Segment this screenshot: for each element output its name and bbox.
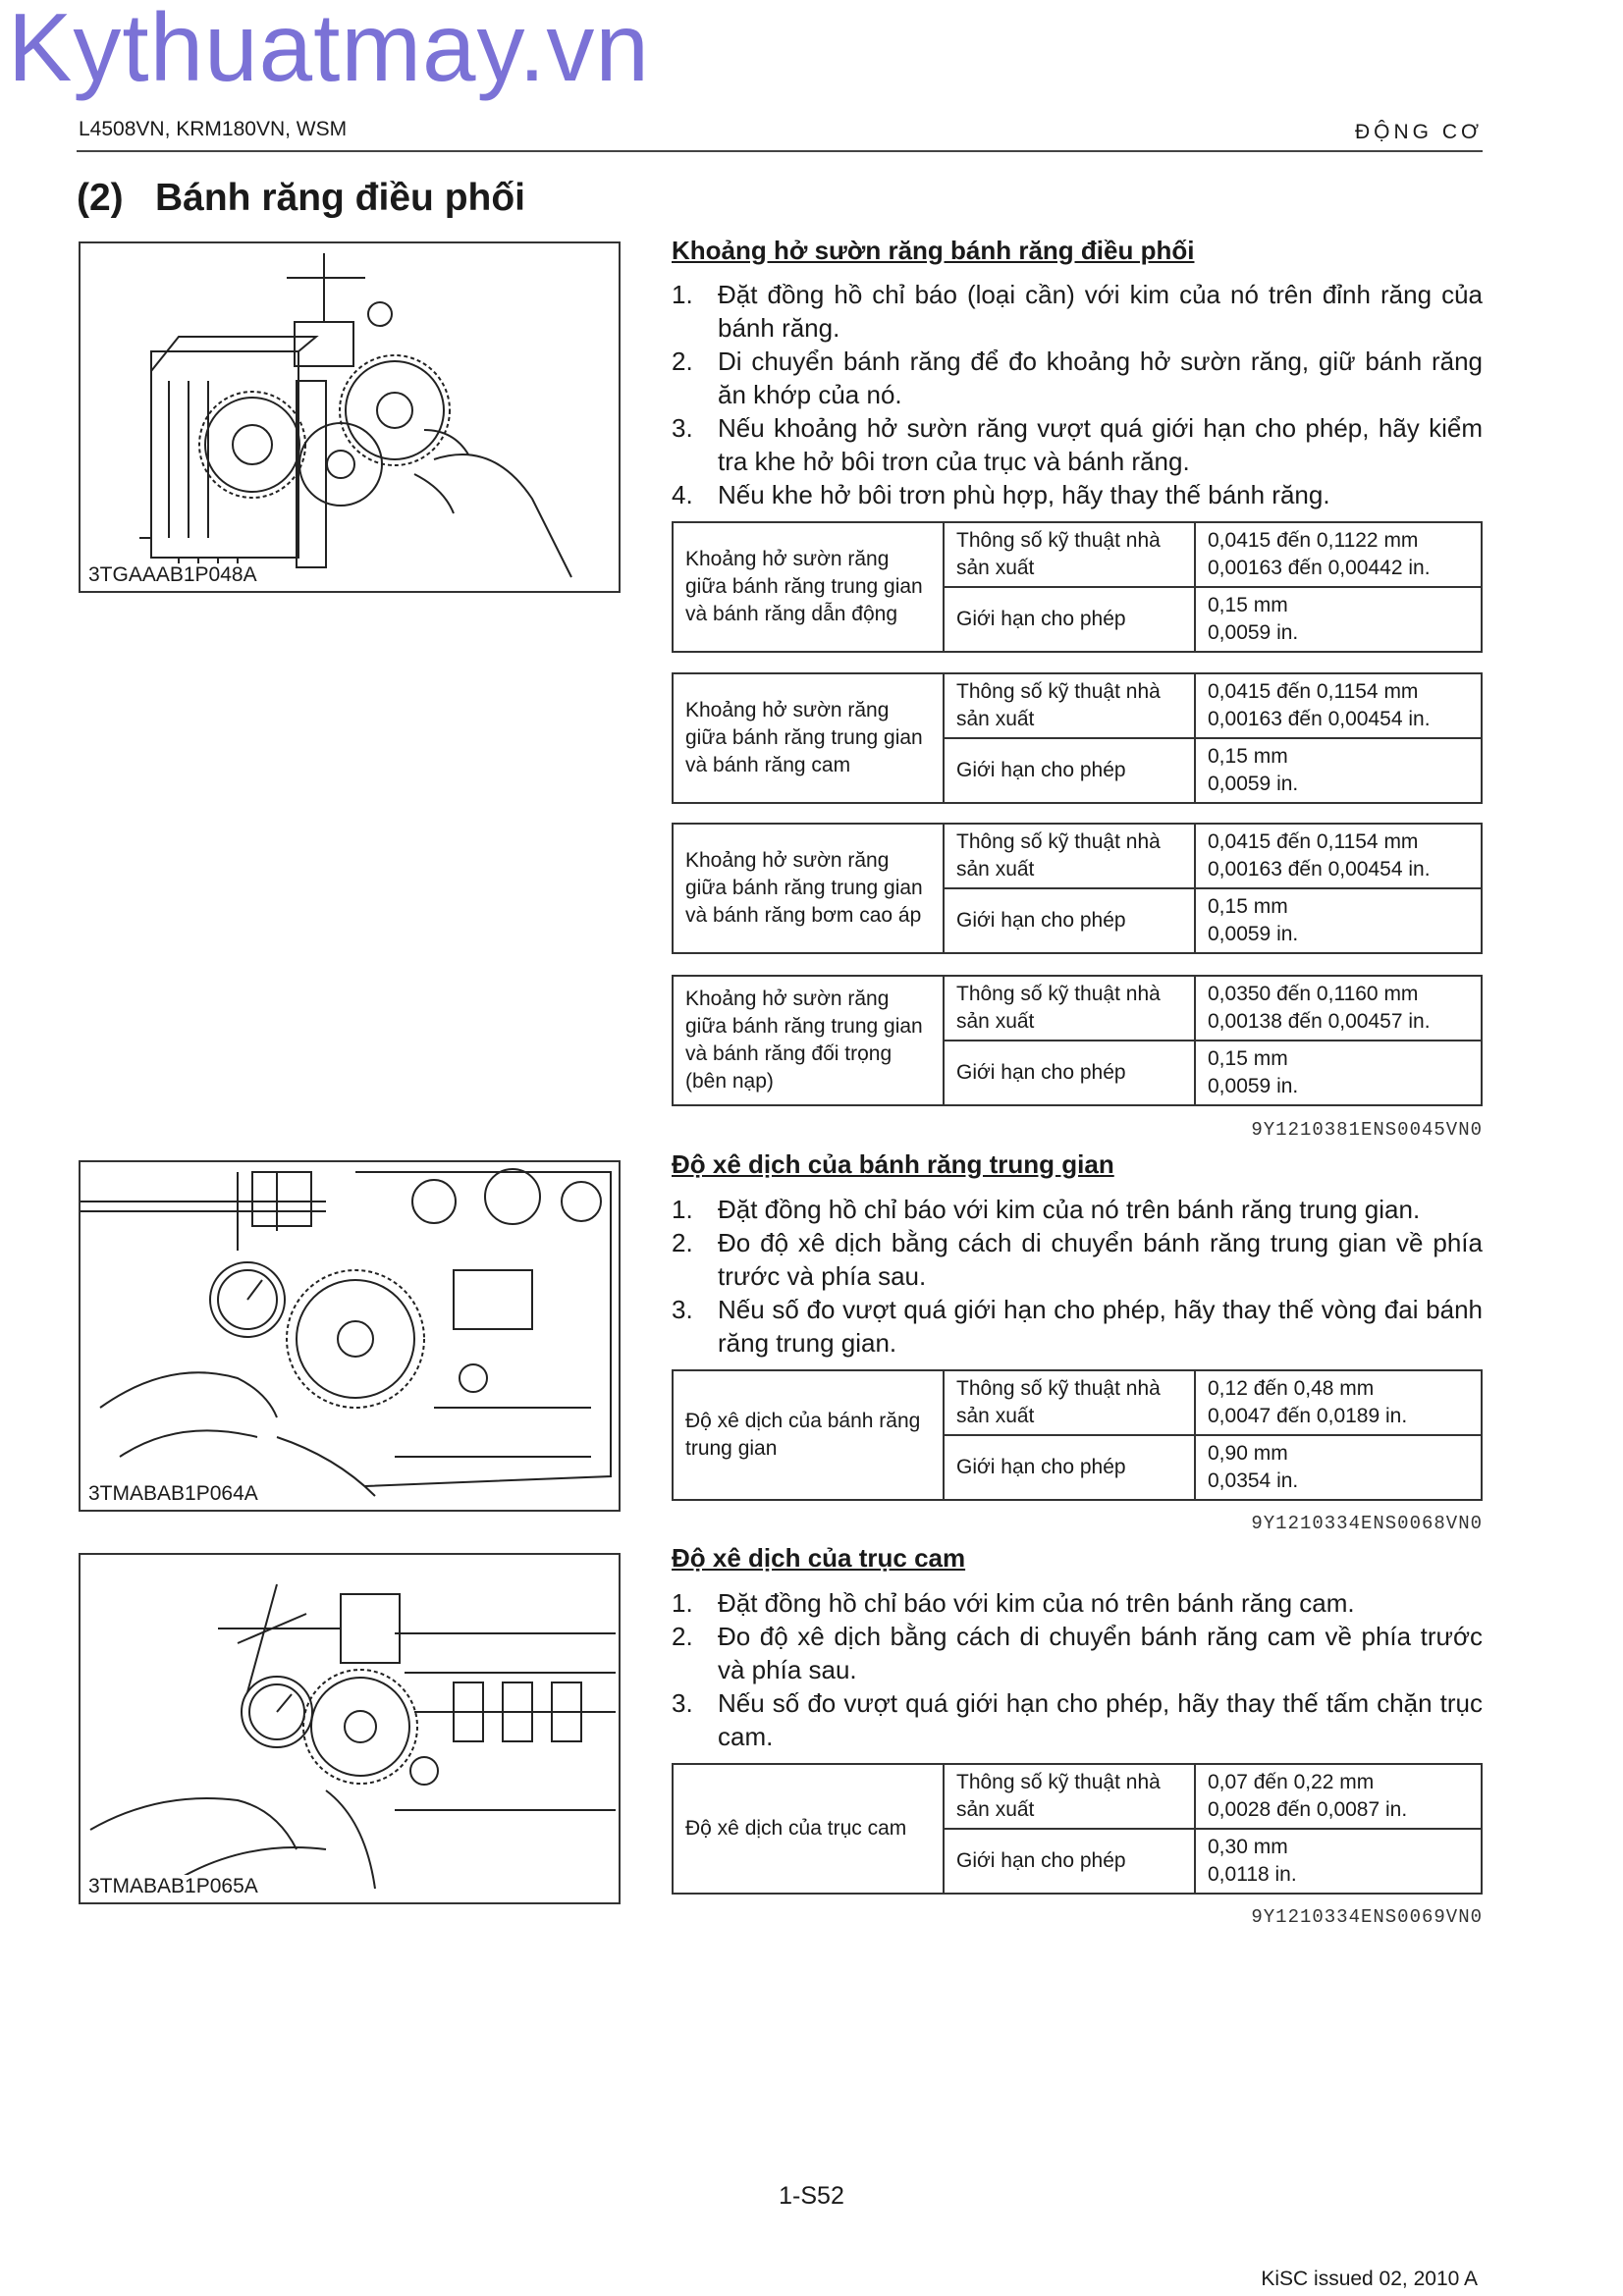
limit-value-inch: 0,0118 in. <box>1208 1863 1297 1886</box>
spec-value-cell <box>1195 1370 1482 1435</box>
step-item <box>672 478 1483 511</box>
spec-condition: Thông số kỹ thuật nhà sản xuất <box>944 673 1195 738</box>
camshaft-side-clearance-illustration-icon <box>81 1555 619 1902</box>
step-text: Đo độ xê dịch bằng cách di chuyển bánh răng cam về phía trước và phía sau. <box>718 1622 1483 1684</box>
limit-value-cell <box>1195 1041 1482 1105</box>
spec-table-backlash-balancer <box>672 975 1483 1106</box>
spec-label: Khoảng hở sườn răng giữa bánh răng trung gian và bánh răng dẫn động <box>673 522 944 652</box>
figure-idle-gear-side-clearance <box>79 1160 621 1512</box>
limit-value-cell <box>1195 738 1482 803</box>
spec-value-cell <box>1195 522 1482 587</box>
spec-value: 0,0415 đến 0,1154 mm <box>1208 830 1419 853</box>
step-number: 3. <box>672 1295 693 1324</box>
spec-value-cell <box>1195 673 1482 738</box>
step-number: 2. <box>672 1622 693 1651</box>
spec-label: Độ xê dịch của bánh răng trung gian <box>673 1370 944 1500</box>
spec-value-inch: 0,0028 đến 0,0087 in. <box>1208 1798 1408 1821</box>
document-code: 9Y1210381ENS0045VN0 <box>1251 1119 1483 1141</box>
limit-condition: Giới hạn cho phép <box>944 1041 1195 1105</box>
spec-value-inch: 0,00163 đến 0,00442 in. <box>1208 557 1431 579</box>
camshaft-heading: Độ xê dịch của trục cam <box>672 1543 966 1573</box>
backlash-steps <box>672 278 1483 511</box>
limit-value-inch: 0,0354 in. <box>1208 1469 1299 1492</box>
section-number: (2) <box>77 177 124 219</box>
spec-label: Khoảng hở sườn răng giữa bánh răng trung gian và bánh răng đối trọng (bên nạp) <box>673 976 944 1105</box>
spec-table-backlash-drive <box>672 521 1483 653</box>
spec-value: 0,0350 đến 0,1160 mm <box>1208 983 1419 1005</box>
spec-value-inch: 0,0047 đến 0,0189 in. <box>1208 1405 1408 1427</box>
spec-condition: Thông số kỹ thuật nhà sản xuất <box>944 976 1195 1041</box>
step-item <box>672 1620 1483 1686</box>
issue-info: KiSC issued 02, 2010 A <box>1261 2268 1478 2290</box>
spec-table-idle-gear <box>672 1369 1483 1501</box>
step-item <box>672 411 1483 478</box>
document-code: 9Y1210334ENS0069VN0 <box>1251 1906 1483 1928</box>
header-chapter: ĐỘNG CƠ <box>1354 121 1483 143</box>
watermark: Kythuatmay.vn <box>8 0 650 101</box>
limit-condition: Giới hạn cho phép <box>944 738 1195 803</box>
idle-gear-heading: Độ xê dịch của bánh răng trung gian <box>672 1149 1114 1179</box>
spec-label: Khoảng hở sườn răng giữa bánh răng trung gian và bánh răng cam <box>673 673 944 803</box>
idle-gear-side-clearance-illustration-icon <box>81 1162 619 1510</box>
section-title <box>77 177 525 220</box>
step-item <box>672 1193 1483 1226</box>
limit-condition: Giới hạn cho phép <box>944 1435 1195 1500</box>
step-number: 3. <box>672 413 693 443</box>
limit-value-cell <box>1195 888 1482 953</box>
step-item <box>672 345 1483 411</box>
spec-condition: Thông số kỹ thuật nhà sản xuất <box>944 824 1195 888</box>
limit-value: 0,15 mm <box>1208 1047 1288 1070</box>
spec-value-cell <box>1195 976 1482 1041</box>
figure-camshaft-side-clearance <box>79 1553 621 1904</box>
limit-condition: Giới hạn cho phép <box>944 1829 1195 1894</box>
figure-caption: 3TMABAB1P064A <box>88 1482 258 1505</box>
spec-value-inch: 0,00163 đến 0,00454 in. <box>1208 708 1431 730</box>
limit-value-inch: 0,0059 in. <box>1208 773 1299 795</box>
camshaft-steps <box>672 1586 1483 1753</box>
header-divider <box>77 150 1483 152</box>
limit-value-inch: 0,0059 in. <box>1208 1075 1299 1097</box>
document-code: 9Y1210334ENS0068VN0 <box>1251 1513 1483 1534</box>
spec-table-camshaft <box>672 1763 1483 1895</box>
limit-value: 0,90 mm <box>1208 1442 1288 1465</box>
step-number: 1. <box>672 1195 693 1224</box>
step-item <box>672 278 1483 345</box>
header-model-list: L4508VN, KRM180VN, WSM <box>79 118 348 140</box>
limit-value-inch: 0,0059 in. <box>1208 621 1299 644</box>
step-number: 3. <box>672 1688 693 1718</box>
limit-value: 0,30 mm <box>1208 1836 1288 1858</box>
limit-value: 0,15 mm <box>1208 895 1288 918</box>
backlash-heading: Khoảng hở sườn răng bánh răng điều phối <box>672 236 1195 265</box>
step-number: 4. <box>672 480 693 509</box>
step-text: Di chuyển bánh răng để đo khoảng hở sườn răng, giữ bánh răng ăn khớp của nó. <box>718 347 1483 409</box>
section-title-text: Bánh răng điều phối <box>155 177 525 219</box>
limit-condition: Giới hạn cho phép <box>944 587 1195 652</box>
spec-value: 0,07 đến 0,22 mm <box>1208 1771 1375 1793</box>
spec-label: Khoảng hở sườn răng giữa bánh răng trung gian và bánh răng bơm cao áp <box>673 824 944 953</box>
spec-value: 0,12 đến 0,48 mm <box>1208 1377 1375 1400</box>
spec-table-backlash-cam <box>672 672 1483 804</box>
step-text: Nếu số đo vượt quá giới hạn cho phép, hãy thay thế vòng đai bánh răng trung gian. <box>718 1295 1483 1358</box>
step-text: Nếu khe hở bôi trơn phù hợp, hãy thay thế bánh răng. <box>718 480 1330 509</box>
step-text: Đo độ xê dịch bằng cách di chuyển bánh răng trung gian về phía trước và phía sau. <box>718 1228 1483 1291</box>
spec-condition: Thông số kỹ thuật nhà sản xuất <box>944 1764 1195 1829</box>
idle-gear-steps <box>672 1193 1483 1360</box>
spec-value-cell <box>1195 1764 1482 1829</box>
spec-condition: Thông số kỹ thuật nhà sản xuất <box>944 522 1195 587</box>
spec-condition: Thông số kỹ thuật nhà sản xuất <box>944 1370 1195 1435</box>
step-number: 1. <box>672 1588 693 1618</box>
step-item <box>672 1226 1483 1293</box>
step-item <box>672 1686 1483 1753</box>
spec-table-backlash-injection-pump <box>672 823 1483 954</box>
gear-backlash-illustration-icon <box>81 243 619 591</box>
step-number: 2. <box>672 347 693 376</box>
limit-value-cell <box>1195 1435 1482 1500</box>
spec-value: 0,0415 đến 0,1154 mm <box>1208 680 1419 703</box>
step-text: Đặt đồng hồ chỉ báo với kim của nó trên bánh răng cam. <box>718 1588 1355 1618</box>
step-number: 2. <box>672 1228 693 1257</box>
step-number: 1. <box>672 280 693 309</box>
step-text: Đặt đồng hồ chỉ báo với kim của nó trên bánh răng trung gian. <box>718 1195 1421 1224</box>
step-item <box>672 1586 1483 1620</box>
limit-value: 0,15 mm <box>1208 745 1288 768</box>
page-number: 1-S52 <box>779 2182 844 2210</box>
spec-value-cell <box>1195 824 1482 888</box>
limit-value: 0,15 mm <box>1208 594 1288 616</box>
spec-label: Độ xê dịch của trục cam <box>673 1764 944 1894</box>
spec-value: 0,0415 đến 0,1122 mm <box>1208 529 1419 552</box>
figure-caption: 3TGAAAB1P048A <box>88 563 257 586</box>
step-text: Đặt đồng hồ chỉ báo (loại cần) với kim của nó trên đỉnh răng của bánh răng. <box>718 280 1483 343</box>
step-text: Nếu số đo vượt quá giới hạn cho phép, hãy thay thế tấm chặn trục cam. <box>718 1688 1483 1751</box>
limit-value-cell <box>1195 587 1482 652</box>
spec-value-inch: 0,00138 đến 0,00457 in. <box>1208 1010 1431 1033</box>
limit-value-inch: 0,0059 in. <box>1208 923 1299 945</box>
limit-condition: Giới hạn cho phép <box>944 888 1195 953</box>
step-text: Nếu khoảng hở sườn răng vượt quá giới hạn cho phép, hãy kiểm tra khe hở bôi trơn của trục và bánh răng. <box>718 413 1483 476</box>
limit-value-cell <box>1195 1829 1482 1894</box>
figure-caption: 3TMABAB1P065A <box>88 1875 258 1897</box>
figure-gear-backlash <box>79 241 621 593</box>
spec-value-inch: 0,00163 đến 0,00454 in. <box>1208 858 1431 881</box>
step-item <box>672 1293 1483 1360</box>
